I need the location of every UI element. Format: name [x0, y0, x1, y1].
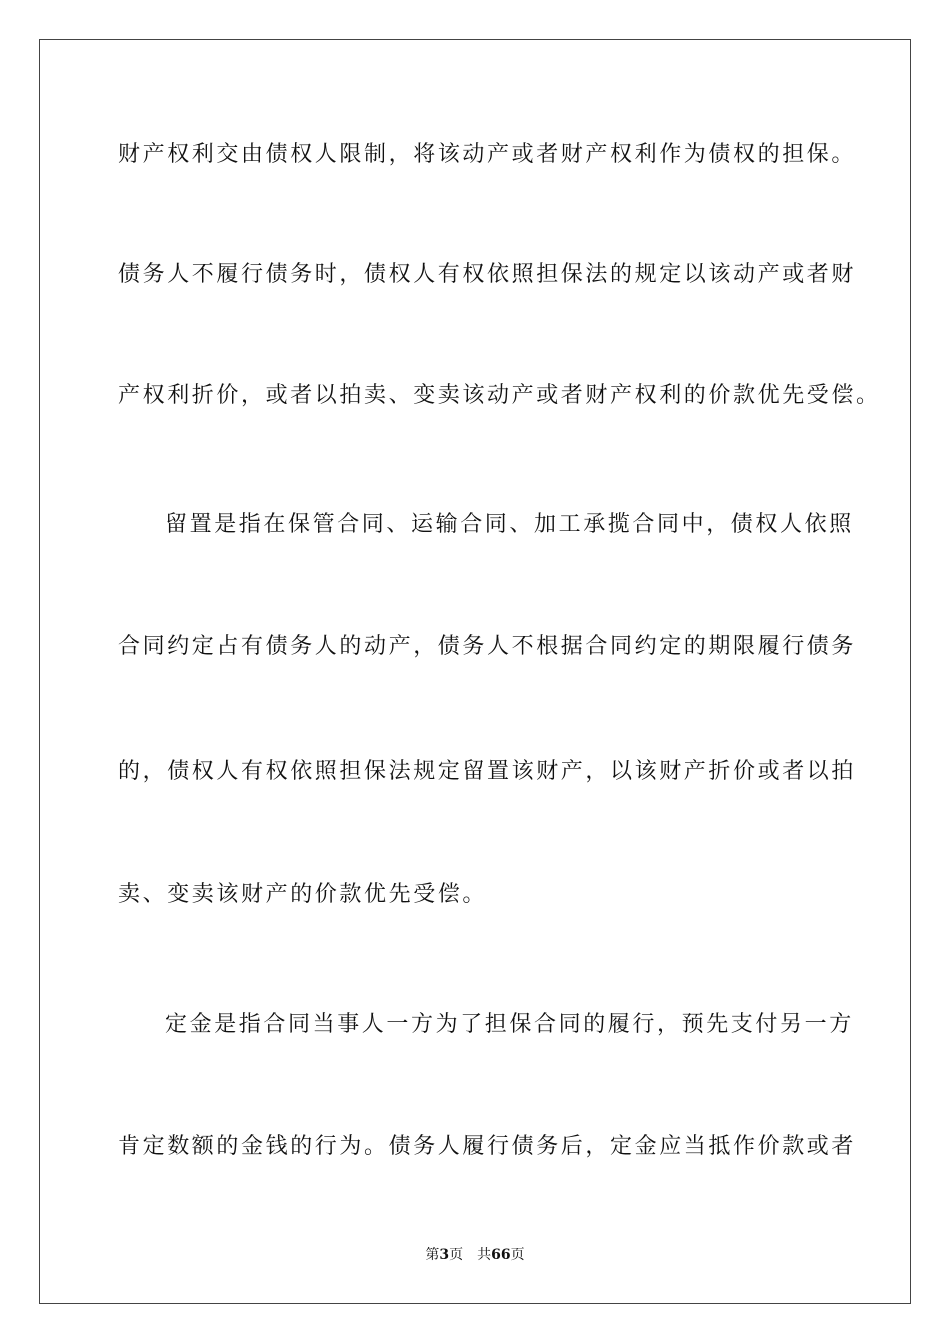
text-line: 肯定数额的金钱的行为。债务人履行债务后，定金应当抵作价款或者 [118, 1134, 857, 1159]
page-prefix: 第 [425, 1247, 440, 1263]
text-line: 产权利折价，或者以拍卖、变卖该动产或者财产权利的价款优先受偿。 [118, 383, 881, 408]
total-suffix: 页 [510, 1247, 525, 1263]
text-line: 合同约定占有债务人的动产，债务人不根据合同约定的期限履行债务 [118, 634, 857, 659]
paragraph-start-line: 留置是指在保管合同、运输合同、加工承揽合同中，债权人依照 [165, 512, 854, 537]
page-footer [0, 1246, 950, 1264]
page-suffix: 页 [449, 1247, 464, 1263]
text-line: 债务人不履行债务时，债权人有权依照担保法的规定以该动产或者财 [118, 262, 857, 287]
total-pages: 66 [491, 1247, 511, 1263]
page-number: 3 [439, 1247, 450, 1263]
total-prefix: 共 [477, 1247, 492, 1263]
page-border [39, 39, 911, 1304]
paragraph-start-line: 定金是指合同当事人一方为了担保合同的履行，预先支付另一方 [165, 1012, 854, 1037]
text-line: 财产权利交由债权人限制，将该动产或者财产权利作为债权的担保。 [118, 142, 857, 167]
text-line: 卖、变卖该财产的价款优先受偿。 [118, 882, 488, 907]
text-line: 的，债权人有权依照担保法规定留置该财产，以该财产折价或者以拍 [118, 759, 857, 784]
